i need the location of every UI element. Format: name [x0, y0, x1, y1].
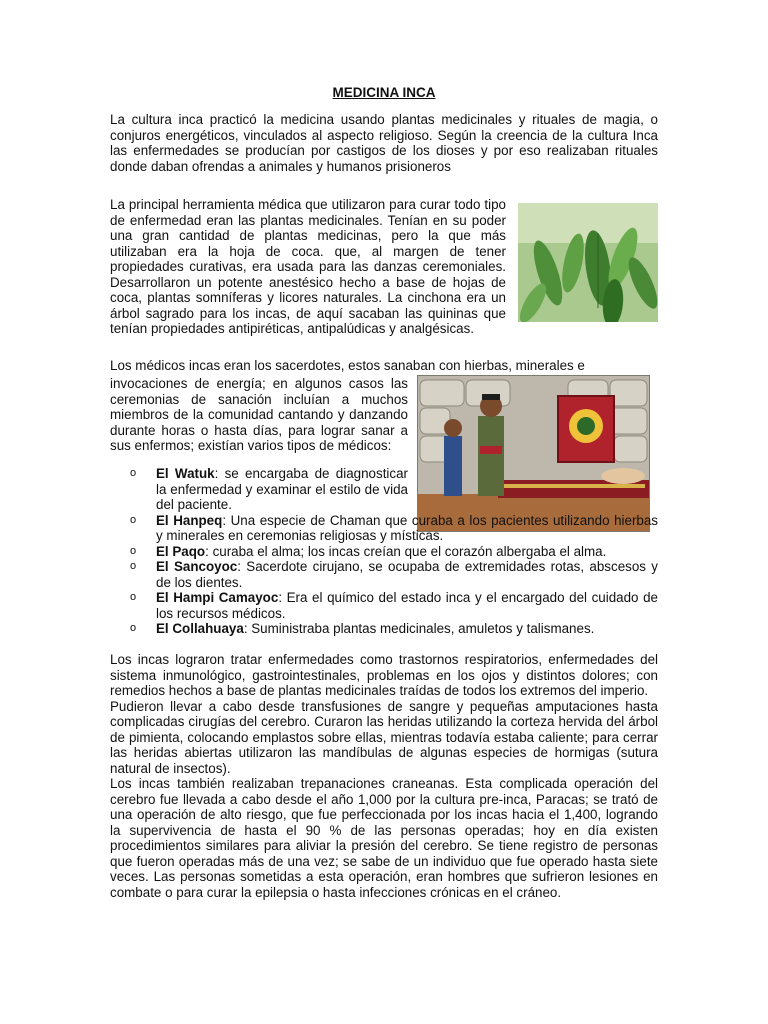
- doctor-description: : Suministraba plantas medicinales, amuletos y talismanes.: [243, 621, 595, 636]
- paragraph-plants-text: La principal herramienta médica que utilizaron para curar todo tipo de enfermedad eran las plantas medicinales. Tenían en su poder una gran cantidad de plantas medicinas, pero la que más utilizaban era la hoja de coca. que, al margen de tener propiedades curativas, era usada para las danzas ceremoniales. Desarrollaron un potente anestésico hecho a base de hojas de coca, plantas somníferas y licores naturales. La cinchona era un árbol sagrado para los incas, de aquí sacaban las quininas que tenían propiedades antipiréticas, antipalúdicas y analgésicas.: [110, 197, 506, 336]
- bullet-icon: o: [130, 591, 137, 603]
- paragraph-doctors-intro: Los médicos incas eran los sacerdotes, estos sanaban con hierbas, minerales e: [110, 358, 585, 373]
- paragraph-surgeries: Pudieron llevar a cabo desde transfusiones de sangre y pequeñas amputaciones hasta complicadas cirugías del cerebro. Curaron las heridas utilizando la corteza hervida del árbol de pimienta, colocando emplastos sobre ellas, mientras todavía estaba caliente; para cerrar las heridas abiertas utilizaron las mandíbulas de algunas especies de hormigas (sutura natural de insectos).: [110, 698, 658, 776]
- bullet-icon: o: [130, 467, 137, 479]
- bullet-icon: o: [130, 513, 137, 526]
- doctor-description: : se encargaba de diagnosticar la enfermedad y examinar el estilo de vida del paciente.: [156, 466, 408, 512]
- doctor-description: : Una especie de Chaman que curaba a los pacientes utilizando hierbas y minerales en ceremonias religiosas y místicas.: [156, 512, 658, 543]
- paragraph-trepanation: Los incas también realizaban trepanaciones craneanas. Esta complicada operación del cerebro fue llevada a cabo desde el año 1,000 por la cultura pre-inca, Paracas; se trató de una operación de alto riesgo, que fue perfeccionada por los incas hacia el 1,400, logrando la supervivencia de hasta el 90 % de las personas operadas; hoy en día existen procedimientos similares para aliviar la presión del cerebro. Se tiene registro de personas que fueron operadas más de una vez; se sabe de un individuo que fue operado hasta siete veces. Las personas sometidas a esta operación, eran hombres que sufrieron lesiones en combate o para curar la epilepsia o hasta infecciones crónicas en el cráneo.: [110, 776, 658, 900]
- list-item: [130, 590, 658, 621]
- doctor-description: : Era el químico del estado inca y el encargado del cuidado de los recursos médicos.: [156, 590, 658, 621]
- bullet-icon: o: [130, 560, 137, 572]
- doctor-name: El Watuk: [156, 466, 215, 481]
- paragraph-treatments: Los incas lograron tratar enfermedades como trastornos respiratorios, enfermedades del sistema inmunológico, gastrointestinales, problemas en los ojos y distintos dolores; con remedios hechos a base de plantas medicinales traídas de todos los extremos del imperio.: [110, 652, 658, 698]
- doctor-name: El Sancoyoc: [156, 559, 238, 574]
- list-item: [130, 559, 658, 590]
- coca-leaves-illustration: [518, 203, 658, 322]
- closing-section: [110, 652, 658, 900]
- doctor-description: : Sacerdote cirujano, se ocupaba de extremidades rotas, abscesos y de los dientes.: [156, 559, 658, 590]
- list-item: [130, 466, 658, 513]
- list-item: [130, 513, 658, 544]
- bullet-icon: o: [130, 544, 137, 557]
- doctor-name: El Hampi Camayoc: [156, 590, 279, 605]
- page-title: MEDICINA INCA: [332, 85, 436, 100]
- list-item: [130, 621, 658, 637]
- doctor-types-list: [130, 466, 658, 637]
- doctor-name: El Paqo: [156, 543, 206, 559]
- paragraph-plants: [110, 197, 658, 337]
- paragraph-intro: La cultura inca practicó la medicina usando plantas medicinales y rituales de magia, o conjuros energéticos, vinculados al aspecto religioso. Según la creencia de la cultura Inca las enfermedades se producían por castigos de los dioses y por eso realizaban rituales donde daban ofrendas a animales y humanos prisioneros: [110, 112, 658, 174]
- bullet-icon: o: [130, 622, 137, 634]
- doctor-name: El Hanpeq: [156, 512, 223, 528]
- coca-plant-image: [518, 203, 658, 322]
- doctor-description: : curaba el alma; los incas creían que el corazón albergaba el alma.: [205, 543, 607, 559]
- list-item: [130, 544, 658, 560]
- paragraph-doctors-text: invocaciones de energía; en algunos casos las ceremonias de sanación incluían a muchos miembros de la comunidad cantando y danzando durante horas o hasta días, para lograr sanar a sus enfermos; existían varios tipos de médicos:: [110, 376, 408, 453]
- doctor-name: El Collahuaya: [156, 621, 244, 636]
